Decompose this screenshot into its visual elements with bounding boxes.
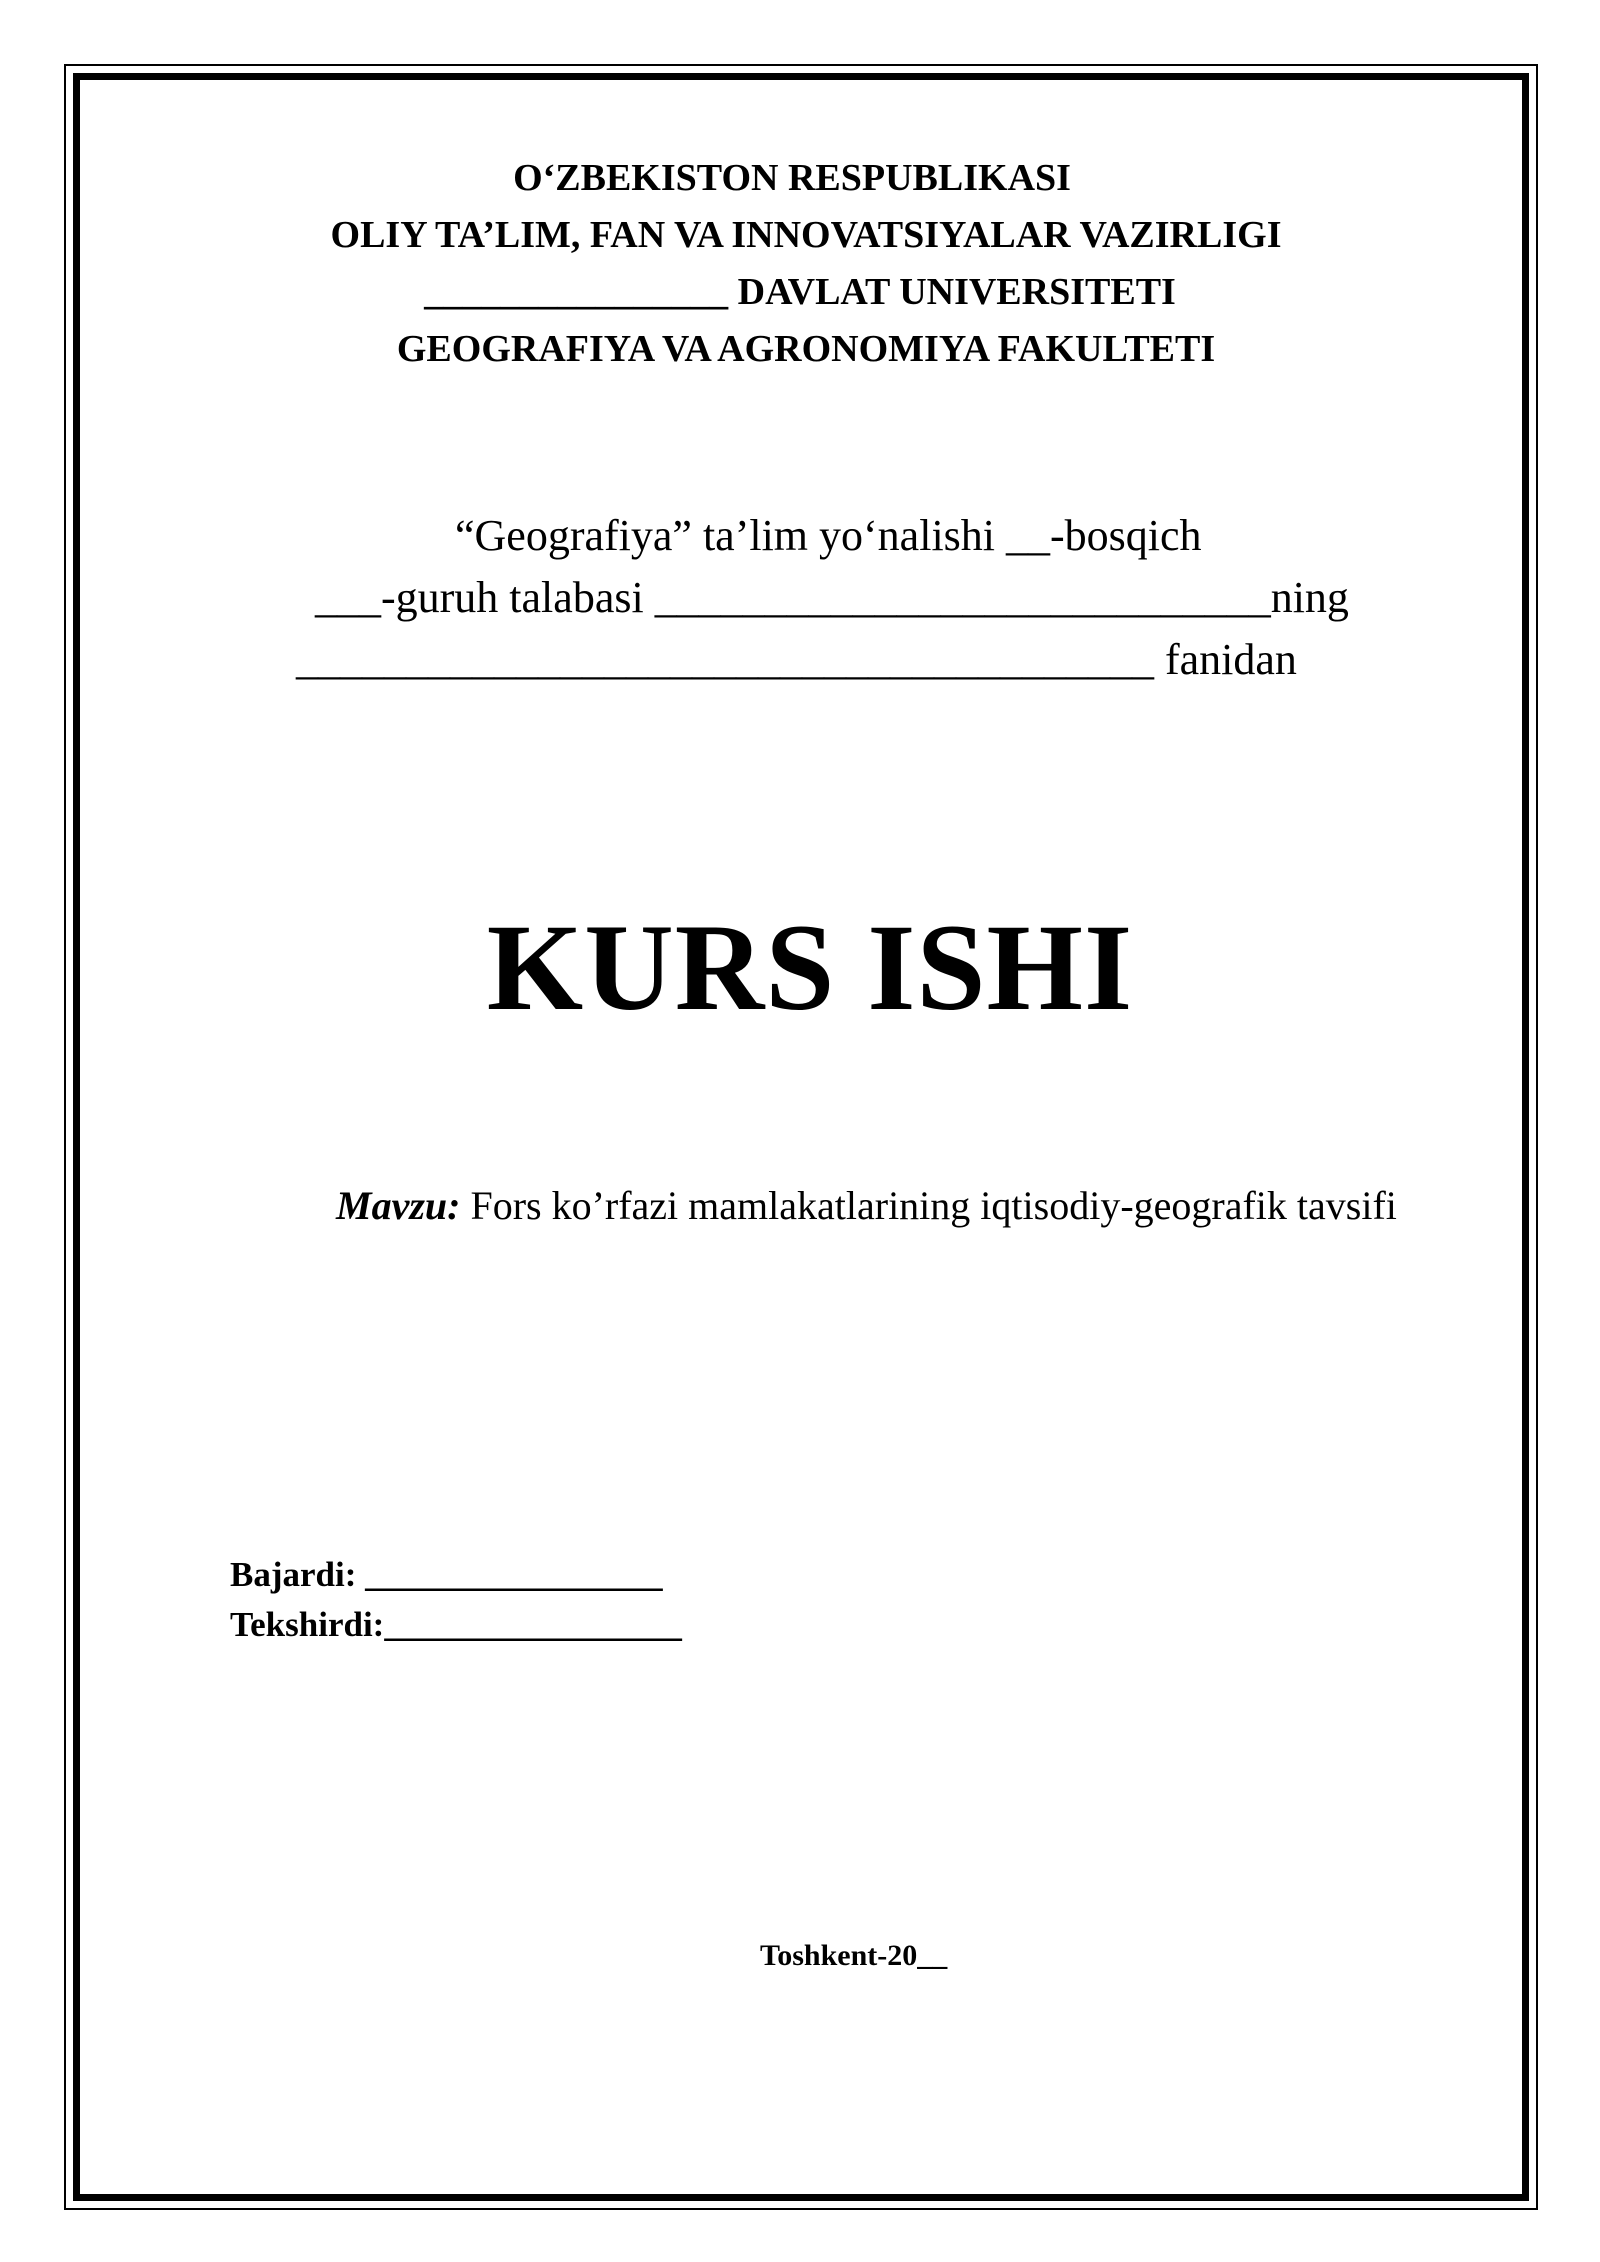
header-university: ________________ DAVLAT UNIVERSITETI bbox=[424, 271, 1176, 313]
student-direction-line: “Geografiya” ta’lim yo‘nalishi __-bosqich bbox=[455, 511, 1202, 560]
header-ministry: OLIY TA’LIM, FAN VA INNOVATSIYALAR VAZIRLIGI bbox=[330, 214, 1282, 256]
header-country: O‘ZBEKISTON RESPUBLIKASI bbox=[513, 157, 1071, 199]
city-year-footer: Toshkent-20__ bbox=[760, 1939, 948, 1972]
topic-text: Fors ko’rfazi mamlakatlarining iqtisodiy-geografik tavsifi bbox=[460, 1183, 1397, 1228]
page-border-inner bbox=[73, 73, 1529, 2201]
institution-header bbox=[0, 150, 1600, 378]
student-subject-line: _______________________________________ fanidan bbox=[296, 635, 1297, 684]
document-title bbox=[0, 898, 1600, 1038]
header-faculty: GEOGRAFIYA VA AGRONOMIYA FAKULTETI bbox=[396, 328, 1216, 370]
document-title-text: KURS ISHI bbox=[486, 899, 1134, 1036]
performed-by-line: Bajardi: _________________ bbox=[230, 1555, 663, 1594]
checked-by-line: Tekshirdi:_________________ bbox=[230, 1605, 682, 1644]
signatures-block bbox=[230, 1550, 682, 1650]
topic-line bbox=[336, 1178, 1397, 1234]
topic-label: Mavzu: bbox=[336, 1183, 461, 1228]
student-group-line: ___-guruh talabasi ____________________________ning bbox=[315, 573, 1349, 622]
